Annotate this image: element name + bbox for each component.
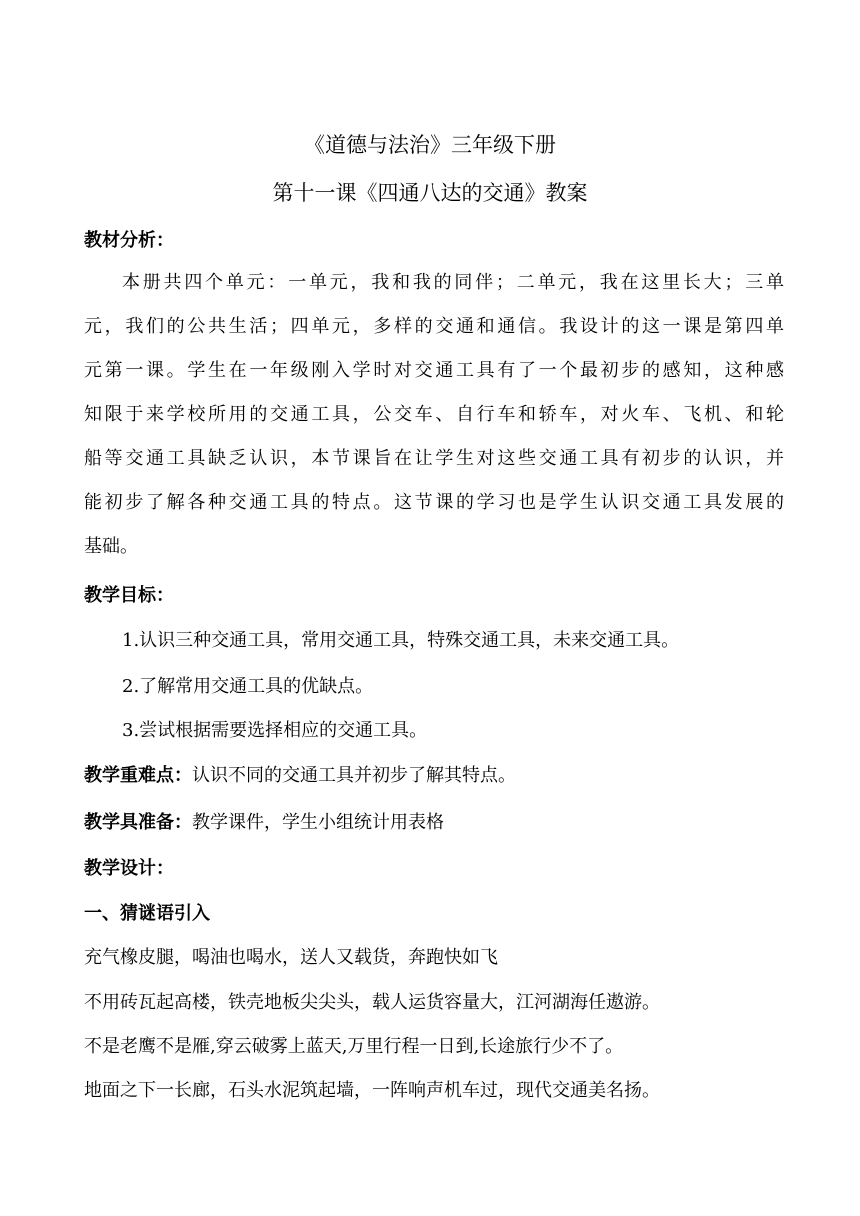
analysis-paragraph-line: 船等交通工具缺乏认识，本节课旨在让学生对这些交通工具有初步的认识，并 bbox=[84, 448, 784, 469]
key-points-text: 认识不同的交通工具并初步了解其特点。 bbox=[192, 765, 516, 786]
analysis-paragraph-line: 本册共四个单元：一单元，我和我的同伴；二单元，我在这里长大；三单 bbox=[122, 272, 784, 293]
analysis-paragraph-line: 元，我们的公共生活；四单元，多样的交通和通信。我设计的这一课是第四单 bbox=[84, 316, 784, 337]
section-heading: 一、猜谜语引入 bbox=[84, 903, 210, 924]
lesson-title: 第十一课《四通八达的交通》教案 bbox=[272, 181, 588, 205]
preparation-label: 教学具准备： bbox=[84, 812, 192, 833]
riddle-line: 充气橡皮腿，喝油也喝水，送人又载货，奔跑快如飞 bbox=[84, 947, 498, 968]
riddle-line: 不是老鹰不是雁,穿云破雾上蓝天,万里行程一日到,长途旅行少不了。 bbox=[84, 1036, 624, 1057]
analysis-paragraph-line: 元第一课。学生在一年级刚入学时对交通工具有了一个最初步的感知，这种感 bbox=[84, 360, 784, 381]
riddle-line: 地面之下一长廊，石头水泥筑起墙，一阵响声机车过，现代交通美名扬。 bbox=[84, 1080, 660, 1101]
document-title: 《道德与法治》三年级下册 bbox=[304, 133, 556, 157]
goal-item: 2.了解常用交通工具的优缺点。 bbox=[122, 676, 374, 697]
analysis-paragraph-line: 能初步了解各种交通工具的特点。这节课的学习也是学生认识交通工具发展的 bbox=[84, 492, 784, 513]
analysis-paragraph-line: 知限于来学校所用的交通工具，公交车、自行车和轿车，对火车、飞机、和轮 bbox=[84, 404, 784, 425]
preparation-row bbox=[84, 810, 784, 836]
key-points-row bbox=[84, 763, 784, 789]
key-points-label: 教学重难点： bbox=[84, 765, 192, 786]
goal-item: 3.尝试根据需要选择相应的交通工具。 bbox=[122, 720, 428, 741]
preparation-text: 教学课件，学生小组统计用表格 bbox=[192, 812, 444, 833]
analysis-heading: 教材分析： bbox=[84, 230, 174, 251]
goal-item: 1.认识三种交通工具，常用交通工具，特殊交通工具，未来交通工具。 bbox=[122, 630, 680, 651]
riddle-line: 不用砖瓦起高楼，铁壳地板尖尖头，载人运货容量大，江河湖海任遨游。 bbox=[84, 992, 660, 1013]
design-heading: 教学设计： bbox=[84, 858, 174, 879]
goals-heading: 教学目标： bbox=[84, 585, 174, 606]
analysis-paragraph-line: 基础。 bbox=[84, 536, 138, 557]
